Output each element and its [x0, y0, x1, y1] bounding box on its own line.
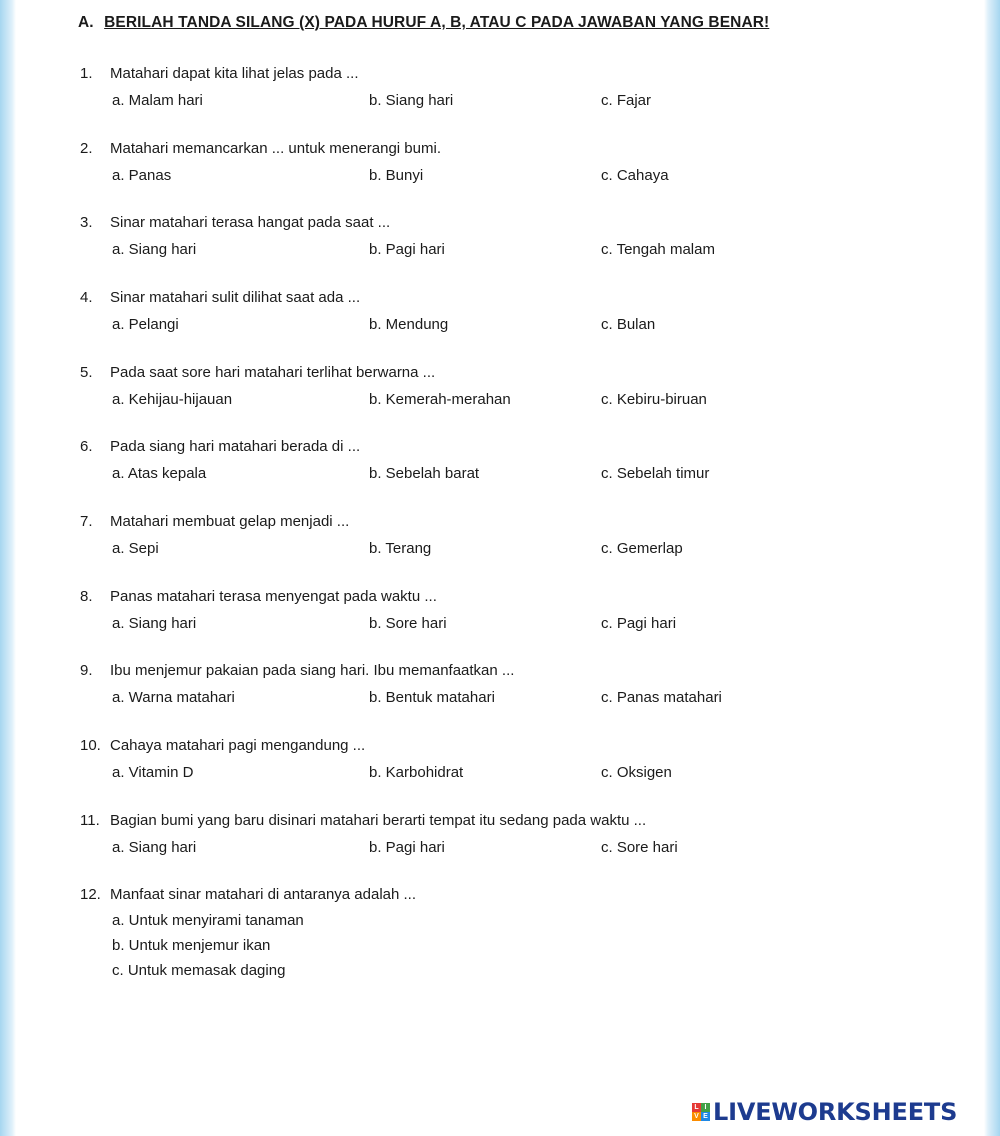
question-number: 9.: [80, 662, 93, 679]
question-2: [80, 137, 960, 188]
question-8: [80, 585, 960, 636]
option-b[interactable]: b. Sore hari: [369, 615, 447, 632]
question-number: 3.: [80, 214, 93, 231]
question-text: Matahari membuat gelap menjadi ...: [110, 513, 350, 530]
option-c[interactable]: c. Kebiru-biruan: [601, 391, 707, 408]
option-c[interactable]: c. Panas matahari: [601, 689, 722, 706]
question-text: Ibu menjemur pakaian pada siang hari. Ibu memanfaatkan ...: [110, 662, 515, 679]
question-number: 4.: [80, 289, 93, 306]
question-text: Matahari memancarkan ... untuk menerangi bumi.: [110, 140, 441, 157]
logo-cell-l: L: [692, 1103, 701, 1112]
option-b[interactable]: b. Mendung: [369, 316, 449, 333]
option-a[interactable]: a. Vitamin D: [112, 764, 194, 781]
question-11: [80, 809, 960, 860]
option-c[interactable]: c. Pagi hari: [601, 615, 677, 632]
option-c[interactable]: c. Sore hari: [601, 839, 678, 856]
option-b[interactable]: b. Terang: [369, 540, 432, 557]
instruction-heading: [78, 14, 769, 32]
instruction-text: BERILAH TANDA SILANG (X) PADA HURUF A, B, ATAU C PADA JAWABAN YANG BENAR!: [104, 14, 770, 31]
question-number: 7.: [80, 513, 93, 530]
question-9: [80, 659, 960, 710]
question-number: 1.: [80, 65, 93, 82]
option-b[interactable]: b. Bentuk matahari: [369, 689, 495, 706]
liveworksheets-logo: [692, 1094, 957, 1130]
option-b[interactable]: b. Pagi hari: [369, 839, 445, 856]
option-a[interactable]: a. Atas kepala: [112, 465, 207, 482]
option-a[interactable]: a. Warna matahari: [112, 689, 235, 706]
option-c[interactable]: c. Oksigen: [601, 764, 672, 781]
option-c[interactable]: c. Untuk memasak daging: [112, 962, 286, 979]
question-text: Matahari dapat kita lihat jelas pada ...: [110, 65, 359, 82]
question-text: Sinar matahari terasa hangat pada saat ...: [110, 214, 391, 231]
option-a[interactable]: a. Panas: [112, 167, 172, 184]
liveworksheets-logo-icon: [692, 1103, 710, 1121]
option-a[interactable]: a. Kehijau-hijauan: [112, 391, 233, 408]
question-number: 8.: [80, 588, 93, 605]
question-4: [80, 286, 960, 337]
option-c[interactable]: c. Fajar: [601, 92, 652, 109]
instruction-label: A.: [78, 14, 94, 31]
option-a[interactable]: a. Malam hari: [112, 92, 203, 109]
question-10: [80, 734, 960, 785]
option-c[interactable]: c. Bulan: [601, 316, 656, 333]
question-text: Manfaat sinar matahari di antaranya adalah ...: [110, 886, 417, 903]
option-a[interactable]: a. Untuk menyirami tanaman: [112, 912, 304, 929]
logo-cell-v: V: [692, 1112, 701, 1121]
question-number: 5.: [80, 364, 93, 381]
question-12: [80, 883, 960, 983]
option-a[interactable]: a. Sepi: [112, 540, 159, 557]
question-6: [80, 435, 960, 486]
option-a[interactable]: a. Siang hari: [112, 615, 197, 632]
option-b[interactable]: b. Bunyi: [369, 167, 424, 184]
option-a[interactable]: a. Siang hari: [112, 839, 197, 856]
logo-text: LIVEWORKSHEETS: [713, 1098, 958, 1126]
option-b[interactable]: b. Kemerah-merahan: [369, 391, 511, 408]
question-number: 6.: [80, 438, 93, 455]
logo-cell-i: I: [701, 1103, 710, 1112]
question-7: [80, 510, 960, 561]
option-c[interactable]: c. Sebelah timur: [601, 465, 710, 482]
option-b[interactable]: b. Karbohidrat: [369, 764, 464, 781]
option-b[interactable]: b. Pagi hari: [369, 241, 445, 258]
question-text: Pada siang hari matahari berada di ...: [110, 438, 361, 455]
question-5: [80, 361, 960, 412]
option-a[interactable]: a. Siang hari: [112, 241, 197, 258]
question-text: Pada saat sore hari matahari terlihat berwarna ...: [110, 364, 436, 381]
question-text: Bagian bumi yang baru disinari matahari berarti tempat itu sedang pada waktu ...: [110, 812, 647, 829]
question-text: Cahaya matahari pagi mengandung ...: [110, 737, 366, 754]
option-c[interactable]: c. Cahaya: [601, 167, 669, 184]
option-b[interactable]: b. Sebelah barat: [369, 465, 480, 482]
option-b[interactable]: b. Siang hari: [369, 92, 454, 109]
question-number: 10.: [80, 737, 101, 754]
option-a[interactable]: a. Pelangi: [112, 316, 179, 333]
logo-cell-e: E: [701, 1112, 710, 1121]
option-c[interactable]: c. Tengah malam: [601, 241, 715, 258]
question-text: Sinar matahari sulit dilihat saat ada ...: [110, 289, 361, 306]
option-b[interactable]: b. Untuk menjemur ikan: [112, 937, 271, 954]
question-number: 2.: [80, 140, 93, 157]
option-c[interactable]: c. Gemerlap: [601, 540, 683, 557]
question-3: [80, 211, 960, 262]
question-number: 11.: [80, 812, 100, 829]
question-number: 12.: [80, 886, 101, 903]
question-text: Panas matahari terasa menyengat pada waktu ...: [110, 588, 437, 605]
question-1: [80, 62, 960, 113]
